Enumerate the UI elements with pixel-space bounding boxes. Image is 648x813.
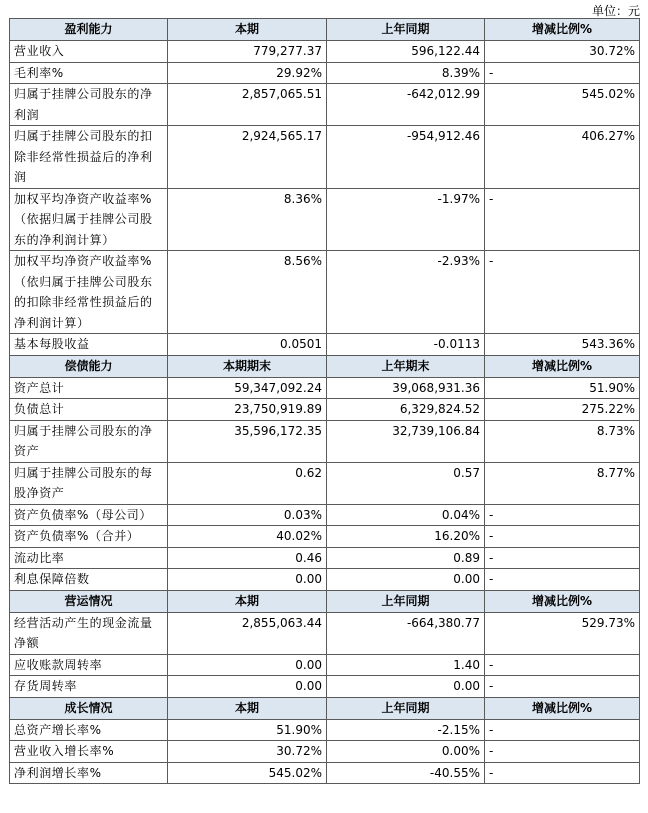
row-label: 加权平均净资产收益率%（依据归属于挂牌公司股东的净利润计算） [10, 188, 168, 251]
change-ratio: 406.27% [485, 126, 640, 189]
table-row [10, 188, 640, 251]
table-row [10, 654, 640, 676]
row-label: 资产负债率%（母公司） [10, 504, 168, 526]
previous-value: -642,012.99 [327, 84, 485, 126]
previous-value: -40.55% [327, 762, 485, 784]
change-ratio: - [485, 762, 640, 784]
change-ratio: 51.90% [485, 377, 640, 399]
table-row [10, 62, 640, 84]
previous-value: 6,329,824.52 [327, 399, 485, 421]
previous-value: 39,068,931.36 [327, 377, 485, 399]
previous-value: -664,380.77 [327, 612, 485, 654]
change-ratio: - [485, 719, 640, 741]
row-label: 基本每股收益 [10, 334, 168, 356]
column-header: 增减比例% [485, 697, 640, 719]
change-ratio: - [485, 251, 640, 334]
current-value: 0.46 [168, 547, 327, 569]
table-row [10, 41, 640, 63]
change-ratio: 8.77% [485, 462, 640, 504]
current-value: 35,596,172.35 [168, 420, 327, 462]
current-value: 0.62 [168, 462, 327, 504]
column-header: 上年同期 [327, 19, 485, 41]
table-row [10, 126, 640, 189]
change-ratio: - [485, 504, 640, 526]
change-ratio: 30.72% [485, 41, 640, 63]
current-value: 8.56% [168, 251, 327, 334]
row-label: 存货周转率 [10, 676, 168, 698]
current-value: 2,857,065.51 [168, 84, 327, 126]
section-title: 成长情况 [10, 697, 168, 719]
previous-value: -2.93% [327, 251, 485, 334]
row-label: 营业收入增长率% [10, 741, 168, 763]
current-value: 40.02% [168, 526, 327, 548]
section-header-row [10, 19, 640, 41]
previous-value: 596,122.44 [327, 41, 485, 63]
previous-value: 0.57 [327, 462, 485, 504]
previous-value: 8.39% [327, 62, 485, 84]
row-label: 流动比率 [10, 547, 168, 569]
current-value: 29.92% [168, 62, 327, 84]
row-label: 净利润增长率% [10, 762, 168, 784]
current-value: 779,277.37 [168, 41, 327, 63]
table-row [10, 676, 640, 698]
row-label: 资产负债率%（合并） [10, 526, 168, 548]
change-ratio: - [485, 62, 640, 84]
change-ratio: - [485, 526, 640, 548]
row-label: 负债总计 [10, 399, 168, 421]
change-ratio: 529.73% [485, 612, 640, 654]
unit-label: 单位：元 [591, 4, 640, 18]
table-row [10, 612, 640, 654]
row-label: 归属于挂牌公司股东的净资产 [10, 420, 168, 462]
table-row [10, 251, 640, 334]
table-row [10, 462, 640, 504]
current-value: 0.00 [168, 569, 327, 591]
column-header: 增减比例% [485, 19, 640, 41]
column-header: 本期 [168, 19, 327, 41]
change-ratio: 8.73% [485, 420, 640, 462]
change-ratio: - [485, 654, 640, 676]
row-label: 总资产增长率% [10, 719, 168, 741]
current-value: 0.00 [168, 654, 327, 676]
change-ratio: - [485, 741, 640, 763]
financial-indicators-table [9, 18, 640, 784]
table-row [10, 420, 640, 462]
section-header-row [10, 355, 640, 377]
row-label: 归属于挂牌公司股东的每股净资产 [10, 462, 168, 504]
section-title: 盈利能力 [10, 19, 168, 41]
section-title: 偿债能力 [10, 355, 168, 377]
table-row [10, 504, 640, 526]
table-row [10, 399, 640, 421]
row-label: 应收账款周转率 [10, 654, 168, 676]
previous-value: 0.00 [327, 569, 485, 591]
row-label: 经营活动产生的现金流量净额 [10, 612, 168, 654]
current-value: 23,750,919.89 [168, 399, 327, 421]
column-header: 上年同期 [327, 697, 485, 719]
table-row [10, 526, 640, 548]
previous-value: 1.40 [327, 654, 485, 676]
table-row [10, 719, 640, 741]
row-label: 营业收入 [10, 41, 168, 63]
row-label: 加权平均净资产收益率%（依归属于挂牌公司股东的扣除非经常性损益后的净利润计算） [10, 251, 168, 334]
section-title: 营运情况 [10, 590, 168, 612]
previous-value: 0.89 [327, 547, 485, 569]
row-label: 利息保障倍数 [10, 569, 168, 591]
table-row [10, 377, 640, 399]
previous-value: -1.97% [327, 188, 485, 251]
column-header: 本期 [168, 590, 327, 612]
current-value: 30.72% [168, 741, 327, 763]
previous-value: 0.04% [327, 504, 485, 526]
row-label: 归属于挂牌公司股东的扣除非经常性损益后的净利润 [10, 126, 168, 189]
column-header: 本期 [168, 697, 327, 719]
column-header: 上年同期 [327, 590, 485, 612]
previous-value: 0.00% [327, 741, 485, 763]
change-ratio: 545.02% [485, 84, 640, 126]
column-header: 本期期末 [168, 355, 327, 377]
change-ratio: - [485, 188, 640, 251]
change-ratio: - [485, 569, 640, 591]
previous-value: 16.20% [327, 526, 485, 548]
current-value: 0.00 [168, 676, 327, 698]
table-row [10, 334, 640, 356]
row-label: 资产总计 [10, 377, 168, 399]
current-value: 2,855,063.44 [168, 612, 327, 654]
current-value: 545.02% [168, 762, 327, 784]
current-value: 0.03% [168, 504, 327, 526]
change-ratio: - [485, 676, 640, 698]
column-header: 增减比例% [485, 355, 640, 377]
previous-value: -0.0113 [327, 334, 485, 356]
current-value: 51.90% [168, 719, 327, 741]
table-row [10, 547, 640, 569]
table-row [10, 84, 640, 126]
row-label: 毛利率% [10, 62, 168, 84]
current-value: 0.0501 [168, 334, 327, 356]
current-value: 8.36% [168, 188, 327, 251]
previous-value: -954,912.46 [327, 126, 485, 189]
table-row [10, 762, 640, 784]
table-row [10, 741, 640, 763]
previous-value: 32,739,106.84 [327, 420, 485, 462]
current-value: 2,924,565.17 [168, 126, 327, 189]
section-header-row [10, 590, 640, 612]
change-ratio: 543.36% [485, 334, 640, 356]
change-ratio: 275.22% [485, 399, 640, 421]
section-header-row [10, 697, 640, 719]
row-label: 归属于挂牌公司股东的净利润 [10, 84, 168, 126]
previous-value: -2.15% [327, 719, 485, 741]
change-ratio: - [485, 547, 640, 569]
table-row [10, 569, 640, 591]
column-header: 增减比例% [485, 590, 640, 612]
previous-value: 0.00 [327, 676, 485, 698]
column-header: 上年期末 [327, 355, 485, 377]
current-value: 59,347,092.24 [168, 377, 327, 399]
